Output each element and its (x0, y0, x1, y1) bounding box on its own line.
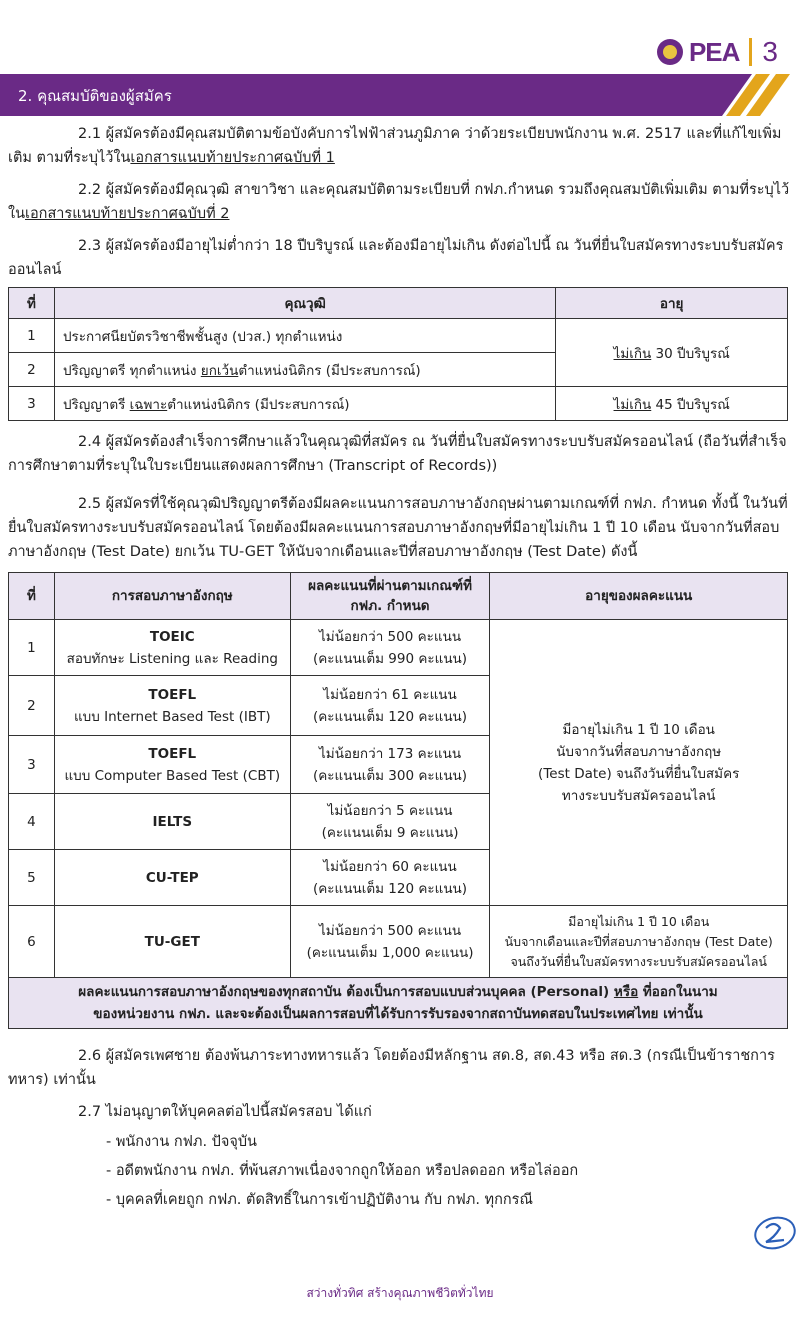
paragraph-2-2 (8, 178, 792, 226)
row-score (290, 850, 490, 906)
paragraph-2-6: 2.6 ผู้สมัครเพศชาย ต้องพ้นภาระทางทหารแล้ว โดยต้องมีหลักฐาน สด.8, สด.43 หรือ สด.3 (กรณีเป็นข้าราชการทหาร) เท่านั้น (8, 1048, 775, 1088)
col-header-age: อายุ (556, 288, 788, 319)
row-test (54, 794, 290, 850)
score-min: ไม่น้อยกว่า 500 คะแนน (319, 628, 462, 645)
row-no: 5 (9, 850, 55, 906)
page-number: 3 (762, 36, 778, 67)
row-age (556, 387, 788, 421)
qualification-age-table (8, 287, 788, 421)
row-test (54, 736, 290, 794)
test-name: TOEFL (148, 745, 197, 762)
list-item: - บุคคลที่เคยถูก กฟภ. ตัดสิทธิ์ในการเข้าปฏิบัติงาน กับ กฟภ. ทุกกรณี (106, 1192, 533, 1208)
col-header-qualification: คุณวุฒิ (54, 288, 555, 319)
test-detail: แบบ Computer Based Test (CBT) (64, 767, 281, 784)
footer-note-text: ผลคะแนนการสอบภาษาอังกฤษของทุกสถาบัน ต้องเป็นการสอบแบบส่วนบุคคล (Personal) (78, 984, 614, 1000)
paragraph-2-5: 2.5 ผู้สมัครที่ใช้คุณวุฒิปริญญาตรีต้องมีผลคะแนนการสอบภาษาอังกฤษผ่านตามเกณฑ์ที่ กฟภ. กำหนด ทั้งนี้ ในวันที่ยื่นใบสมัครทางระบบรับสมัครออนไลน์ โดยต้องมีผลคะแนนการสอบภาษาอังกฤษที่มีอายุไม่เกิน 1 ปี 10 เดือน นับจากวันที่สอบภาษาอังกฤษ (Test Date) ยกเว้น TU-GET ให้นับจากเดือนและปีที่สอบภาษาอังกฤษ (Test Date) ดังนี้ (8, 496, 788, 560)
test-name: TOEFL (148, 686, 197, 703)
age-underline: ไม่เกิน (613, 345, 652, 362)
qual-text: ปริญญาตรี ทุกตำแหน่ง (62, 362, 201, 379)
row-no: 2 (9, 353, 55, 387)
row-validity (490, 906, 788, 978)
score-min: ไม่น้อยกว่า 5 คะแนน (327, 802, 453, 819)
paragraph-2-2-text: 2.2 ผู้สมัครต้องมีคุณวุฒิ สาขาวิชา และคุณสมบัติตามระเบียบที่ กฟภ.กำหนด รวมถึงคุณสมบัติเพิ่มเติม ตามที่ระบุไว้ใน (8, 182, 790, 222)
row-no: 3 (9, 736, 55, 794)
age-text: 30 ปีบริบูรณ์ (651, 345, 730, 362)
logo-divider (749, 38, 752, 66)
row-test (54, 906, 290, 978)
test-name: TU-GET (144, 933, 200, 950)
section-header-bar (0, 74, 800, 116)
validity-line: (Test Date) จนถึงวันที่ยื่นใบสมัคร (538, 765, 740, 782)
table-row (9, 906, 788, 978)
row-no: 2 (9, 676, 55, 736)
validity-line: มีอายุไม่เกิน 1 ปี 10 เดือน (568, 913, 710, 929)
page-footer-slogan: สว่างทั่วทิศ สร้างคุณภาพชีวิตทั่วไทย (306, 1286, 494, 1300)
qual-underline: ยกเว้น (200, 362, 239, 379)
validity-line: นับจากวันที่สอบภาษาอังกฤษ (556, 743, 722, 760)
validity-line: มีอายุไม่เกิน 1 ปี 10 เดือน (562, 721, 715, 738)
test-name: IELTS (152, 813, 193, 830)
paragraph-2-1 (8, 122, 792, 170)
validity-line: จนถึงวันที่ยื่นใบสมัครทางระบบรับสมัครออนไลน์ (510, 953, 767, 969)
row-no: 4 (9, 794, 55, 850)
score-min: ไม่น้อยกว่า 500 คะแนน (319, 922, 462, 939)
table-header-row (9, 288, 788, 319)
list-item: - พนักงาน กฟภ. ปัจจุบัน (106, 1134, 257, 1150)
col-header-test: การสอบภาษาอังกฤษ (54, 573, 290, 620)
test-name: TOEIC (149, 628, 195, 645)
table-header-row (9, 573, 788, 620)
row-qualification (54, 353, 555, 387)
row-score (290, 794, 490, 850)
row-test (54, 620, 290, 676)
row-score (290, 676, 490, 736)
score-min: ไม่น้อยกว่า 61 คะแนน (323, 686, 457, 703)
row-no: 1 (9, 620, 55, 676)
english-test-table (8, 572, 788, 1029)
attachment-2-ref: เอกสารแนบท้ายประกาศฉบับที่ 2 (25, 206, 230, 222)
row-qualification (54, 387, 555, 421)
score-full: (คะแนนเต็ม 300 คะแนน) (313, 767, 468, 784)
row-score (290, 620, 490, 676)
table-row (9, 620, 788, 676)
qual-underline: เฉพาะ (129, 396, 168, 413)
score-full: (คะแนนเต็ม 120 คะแนน) (313, 880, 468, 897)
handwritten-mark (752, 1214, 798, 1252)
section-title: 2. คุณสมบัติของผู้สมัคร (18, 87, 172, 105)
score-min: ไม่น้อยกว่า 60 คะแนน (323, 858, 457, 875)
paragraph-2-4: 2.4 ผู้สมัครต้องสำเร็จการศึกษาแล้วในคุณวุฒิที่สมัคร ณ วันที่ยื่นใบสมัครทางระบบรับสมัครออนไลน์ (ถือวันที่สำเร็จการศึกษาตามที่ระบุในใบระเบียนแสดงผลการศึกษา (Transcript of Records)) (8, 434, 787, 474)
validity-line: ทางระบบรับสมัครออนไลน์ (561, 787, 716, 804)
test-detail: แบบ Internet Based Test (IBT) (73, 708, 271, 725)
row-test (54, 676, 290, 736)
paragraph-2-7: 2.7 ไม่อนุญาตให้บุคคลต่อไปนี้สมัครสอบ ได้แก่ (78, 1104, 372, 1120)
test-detail: สอบทักษะ Listening และ Reading (66, 650, 278, 667)
age-underline: ไม่เกิน (613, 396, 652, 413)
row-no: 6 (9, 906, 55, 978)
attachment-1-ref: เอกสารแนบท้ายประกาศฉบับที่ 1 (130, 150, 335, 166)
logo-text: PEA (688, 36, 740, 67)
row-test (54, 850, 290, 906)
qual-text: ตำแหน่งนิติกร (มีประสบการณ์) (167, 396, 350, 413)
table-footer-note (9, 978, 788, 1029)
validity-line: นับจากเดือนและปีที่สอบภาษาอังกฤษ (Test Date) (504, 933, 773, 949)
pea-emblem-icon (657, 39, 683, 65)
age-text: 45 ปีบริบูรณ์ (651, 396, 730, 413)
row-score (290, 736, 490, 794)
pea-logo (657, 36, 778, 68)
paragraph-2-1-text: 2.1 ผู้สมัครต้องมีคุณสมบัติตามข้อบังคับการไฟฟ้าส่วนภูมิภาค ว่าด้วยระเบียบพนักงาน พ.ศ. 2517 และที่แก้ไขเพิ่มเติม ตามที่ระบุไว้ใน (8, 126, 782, 166)
score-full: (คะแนนเต็ม 1,000 คะแนน) (306, 944, 474, 961)
list-item: - อดีตพนักงาน กฟภ. ที่พ้นสภาพเนื่องจากถูกให้ออก หรือปลดออก หรือไล่ออก (106, 1163, 579, 1179)
col-header-no: ที่ (9, 288, 55, 319)
table-row (9, 387, 788, 421)
row-age (556, 319, 788, 387)
qual-text: ปริญญาตรี (62, 396, 130, 413)
score-min: ไม่น้อยกว่า 173 คะแนน (319, 745, 462, 762)
footer-note-text: ของหน่วยงาน กฟภ. และจะต้องเป็นผลการสอบที่ได้รับการรับรองจากสถาบันทดสอบในประเทศไทย เท่านั้น (93, 1006, 703, 1022)
score-full: (คะแนนเต็ม 120 คะแนน) (313, 708, 468, 725)
row-validity (490, 620, 788, 906)
test-name: CU-TEP (145, 869, 199, 886)
table-row (9, 319, 788, 353)
row-score (290, 906, 490, 978)
score-full: (คะแนนเต็ม 990 คะแนน) (313, 650, 468, 667)
col-header-score: ผลคะแนนที่ผ่านตามเกณฑ์ที่ กฟภ. กำหนด (290, 573, 490, 620)
row-no: 3 (9, 387, 55, 421)
col-header-no: ที่ (9, 573, 55, 620)
qual-text: ตำแหน่งนิติกร (มีประสบการณ์) (238, 362, 421, 379)
row-qualification: ประกาศนียบัตรวิชาชีพชั้นสูง (ปวส.) ทุกตำแหน่ง (54, 319, 555, 353)
row-no: 1 (9, 319, 55, 353)
paragraph-2-3: 2.3 ผู้สมัครต้องมีอายุไม่ต่ำกว่า 18 ปีบริบูรณ์ และต้องมีอายุไม่เกิน ดังต่อไปนี้ ณ วันที่ยื่นใบสมัครทางระบบรับสมัครออนไลน์ (8, 238, 784, 278)
score-full: (คะแนนเต็ม 9 คะแนน) (321, 824, 459, 841)
col-header-validity: อายุของผลคะแนน (490, 573, 788, 620)
footer-note-underline: หรือ (613, 984, 639, 1000)
table-footer-row (9, 978, 788, 1029)
footer-note-text: ที่ออกในนาม (638, 984, 718, 1000)
